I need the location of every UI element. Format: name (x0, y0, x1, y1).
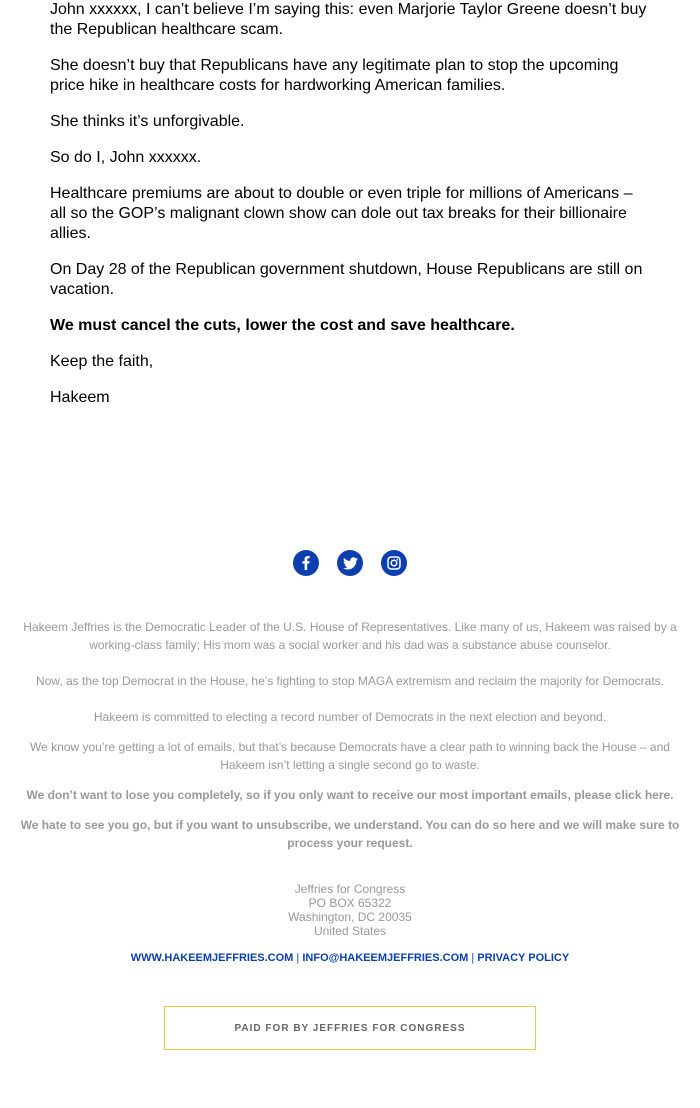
website-link[interactable]: WWW.HAKEEMJEFFRIES.COM (130, 952, 294, 964)
paid-for-disclaimer (164, 1006, 536, 1050)
paid-for-text: PAID FOR BY JEFFRIES FOR CONGRESS (234, 1022, 466, 1034)
privacy-policy-link[interactable]: PRIVACY POLICY (477, 952, 570, 964)
email-paragraph: So do I, John xxxxxx. (50, 149, 202, 166)
email-paragraph: Healthcare premiums are about to double or even triple for millions of Americans – all so the GOP’s malignant clown show can dole out tax breaks for their billionaire allies. (50, 185, 633, 242)
footer-mission (20, 672, 680, 690)
footer-unsubscribe (20, 816, 680, 852)
email-paragraph: She thinks it’s unforgivable. (50, 113, 245, 130)
footer-important-emails (20, 786, 680, 804)
mailing-address (0, 882, 700, 938)
signature: Hakeem (50, 389, 110, 406)
footer-links (0, 951, 700, 965)
address-city: Washington, DC 20035 (288, 910, 412, 924)
address-country: United States (313, 924, 387, 938)
email-body (50, 0, 650, 424)
email-paragraph: John xxxxxx, I can’t believe I’m saying this: even Marjorie Taylor Greene doesn’t buy the Republican healthcare scam. (50, 1, 647, 38)
facebook-icon[interactable] (293, 550, 319, 576)
footer-emails-note-text: We know you’re getting a lot of emails, but that’s because Democrats have a clear path to winning back the House – and Hakeem isn’t letting a single second go to waste. (30, 740, 670, 772)
footer-commitment-text: Hakeem is committed to electing a record number of Democrats in the next election and beyond. (93, 710, 607, 724)
bold-call-to-action: We must cancel the cuts, lower the cost and save healthcare. (50, 317, 515, 334)
important-emails-link[interactable]: We don’t want to lose you completely, so if you only want to receive our most important emails, please click here. (26, 788, 674, 802)
unsubscribe-link[interactable]: We hate to see you go, but if you want to unsubscribe, we understand. You can do so here and we will make sure to process your request. (20, 818, 680, 850)
email-paragraph: She doesn’t buy that Republicans have any legitimate plan to stop the upcoming price hike in healthcare costs for hardworking American families. (50, 57, 619, 94)
address-org: Jeffries for Congress (294, 882, 406, 896)
link-separator: | (471, 952, 475, 964)
address-po-box: PO BOX 65322 (308, 896, 392, 910)
footer-bio (20, 618, 680, 654)
sign-off: Keep the faith, (50, 353, 154, 370)
email-paragraph: On Day 28 of the Republican government shutdown, House Republicans are still on vacation. (50, 261, 643, 298)
footer-emails-note (20, 738, 680, 774)
footer-mission-text: Now, as the top Democrat in the House, he’s fighting to stop MAGA extremism and reclaim the majority for Democrats. (35, 674, 665, 688)
social-links (0, 550, 700, 576)
twitter-icon[interactable] (337, 550, 363, 576)
link-separator: | (296, 952, 300, 964)
footer-bio-text: Hakeem Jeffries is the Democratic Leader of the U.S. House of Representatives. Like many of us, Hakeem was raised by a working-class family; His mom was a social worker and his dad was a substance abuse counselor. (23, 620, 677, 652)
email-link[interactable]: INFO@HAKEEMJEFFRIES.COM (302, 952, 469, 964)
footer-commitment (20, 708, 680, 726)
instagram-icon[interactable] (381, 550, 407, 576)
